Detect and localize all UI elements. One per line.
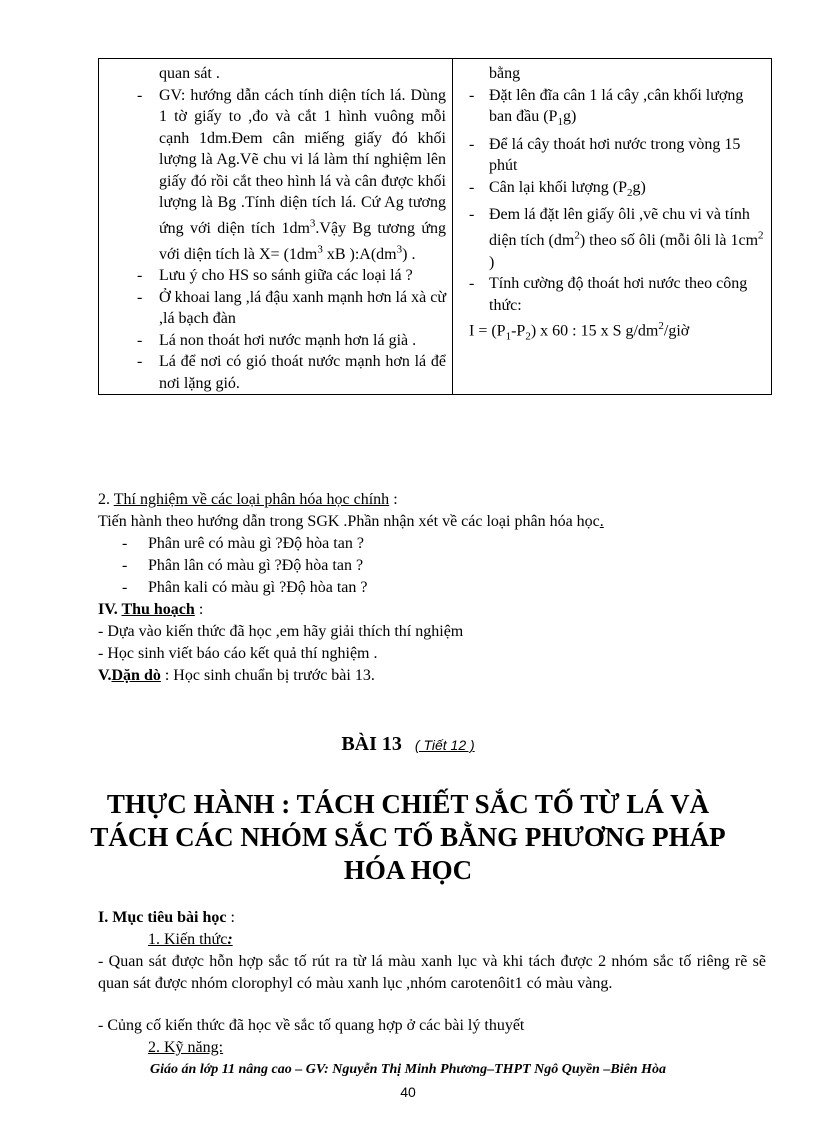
- section4-line-1: - Dựa vào kiến thức đã học ,em hãy giải thích thí nghiệm: [98, 623, 464, 640]
- footer-text: Giáo án lớp 11 nâng cao – GV: Nguyễn Thị Minh Phương–THPT Ngô Quyền –Biên Hòa: [150, 1062, 666, 1077]
- list-item-text: Đặt lên đĩa cân 1 lá cây ,cân khối lượng ban đầu $(P_1g)$: [489, 86, 744, 129]
- objectives-text-2: - Củng cố kiến thức đã học về sắc tố quang hợp ở các bài lý thuyết: [98, 1017, 525, 1034]
- objectives-sub2: 2. Kỹ năng:: [148, 1039, 224, 1056]
- list-item: - Đặt lên đĩa cân 1 lá cây ,cân khối lượng ban đầu $(P_1g)$: [469, 86, 744, 129]
- lesson-title-line-1: THỰC HÀNH : TÁCH CHIẾT SẮC TỐ TỪ LÁ VÀ: [106, 789, 710, 819]
- list-item-text: Lá non thoát hơi nước mạnh hơn lá già .: [159, 331, 417, 349]
- lesson-title-line-3: HÓA HỌC: [343, 855, 473, 885]
- list-item: - Cân lại khối lượng $(P_2g)$: [469, 178, 646, 199]
- page-number: 40: [400, 1084, 416, 1100]
- list-item-text: Lưu ý cho HS so sánh giữa các loại lá ?: [159, 267, 413, 285]
- objectives-text-1: - Quan sát được hỗn hợp sắc tố rút ra từ lá màu xanh lục và khi tách được 2 nhóm sắc tố riêng rẽ sẽ quan sát được nhóm clorophyl có màu xanh lục ,nhóm carotenôit1 có màu vàng.: [98, 953, 766, 992]
- list-item-text: Đem lá đặt lên giấy ôli ,vẽ chu vi và tính diện tích $(dm^2)$ theo số ôli (mỗi ôli là $1cm^2$ ): [489, 206, 764, 271]
- list-item: - Phân urê có màu gì ?Độ hòa tan ?: [122, 535, 364, 552]
- activity-table: [98, 58, 772, 395]
- list-item: - Đem lá đặt lên giấy ôli ,vẽ chu vi và tính diện tích $(dm^2)$ theo số ôli (mỗi ôli là $1cm^2$ ): [469, 206, 764, 271]
- list-item-continuation: bằng: [489, 65, 521, 82]
- list-item: - Ở khoai lang ,lá đậu xanh mạnh hơn lá xà cừ ,lá bạch đàn: [137, 288, 446, 328]
- list-item: - Phân kali có màu gì ?Độ hòa tan ?: [122, 579, 368, 596]
- list-item: - Lá non thoát hơi nước mạnh hơn lá già .: [137, 331, 417, 349]
- table-left-cell: [99, 59, 453, 395]
- section4-line-2: - Học sinh viết báo cáo kết quả thí nghiệm .: [98, 645, 378, 662]
- objectives-sub1: 1. Kiến thức:: [148, 931, 233, 948]
- section4-heading: IV. Thu hoạch :: [98, 601, 204, 618]
- list-item: - Lá để nơi có gió thoát nước mạnh hơn lá để nơi lặng gió.: [137, 353, 446, 392]
- list-item: - GV: hướng dẫn cách tính diện tích lá. Dùng 1 tờ giấy to ,đo và cắt 1 hình vuông mỗi cạnh 1dm.Đem cân miếng giấy đó khối lượng là Ag.Vẽ chu vi lá làm thí nghiệm lên giấy đó rồi cắt theo hình lá và cân được khối lượng là Bg .Tính diện tích lá. Cứ Ag tương ứng với diện tích $1dm^3.Vậy$ Bg tương ứng với diện tích là $X= (1dm^3$ xB )$:A(dm^3)$ .: [137, 86, 447, 263]
- list-item-text: Cân lại khối lượng $(P_2g)$: [489, 178, 646, 199]
- formula: $I = (P_1-P_2)$ x 60 : 15 x S $g/dm^2$/giờ: [469, 320, 690, 343]
- list-item-text: GV: hướng dẫn cách tính diện tích lá. Dùng 1 tờ giấy to ,đo và cắt 1 hình vuông mỗi cạnh 1dm.Đem cân miếng giấy đó khối lượng là Ag.Vẽ chu vi lá làm thí nghiệm lên giấy đó rồi cắt theo hình lá và cân được khối lượng là Bg .Tính diện tích lá. Cứ Ag tương ứng với diện tích $1dm^3.Vậy$ Bg tương ứng với diện tích là $X= (1dm^3$ xB )$:A(dm^3)$ .: [159, 86, 447, 263]
- section5: V.Dặn dò : Học sinh chuẩn bị trước bài 13.: [98, 667, 375, 684]
- lesson-title-line-2: TÁCH CÁC NHÓM SẮC TỐ BẰNG PHƯƠNG PHÁP: [90, 822, 726, 852]
- list-item-text: Lá để nơi có gió thoát nước mạnh hơn lá để nơi lặng gió.: [159, 353, 446, 392]
- list-item: - Lưu ý cho HS so sánh giữa các loại lá ?: [137, 267, 413, 285]
- teacher-activities: [99, 59, 452, 394]
- table-right-cell: [453, 59, 772, 395]
- list-item-text: Ở khoai lang ,lá đậu xanh mạnh hơn lá xà cừ ,lá bạch đàn: [159, 288, 446, 328]
- student-activities: [453, 59, 771, 348]
- list-item: - Tính cường độ thoát hơi nước theo công thức:: [469, 275, 748, 314]
- list-item: - Để lá cây thoát hơi nước trong vòng 15 phút: [469, 135, 741, 175]
- list-item-text: Để lá cây thoát hơi nước trong vòng 15 phút: [489, 135, 741, 175]
- lesson-heading: BÀI 13 ( Tiết 12 ): [341, 733, 475, 755]
- objectives-heading: I. Mục tiêu bài học :: [98, 909, 235, 926]
- list-item-text: Tính cường độ thoát hơi nước theo công thức:: [489, 275, 748, 314]
- section2-heading: 2. Thí nghiệm về các loại phân hóa học chính :: [98, 491, 398, 508]
- list-item: - Phân lân có màu gì ?Độ hòa tan ?: [122, 557, 364, 574]
- list-item-continuation: quan sát .: [159, 65, 220, 82]
- section2-intro: Tiến hành theo hướng dẫn trong SGK .Phần nhận xét về các loại phân hóa học.: [98, 513, 604, 530]
